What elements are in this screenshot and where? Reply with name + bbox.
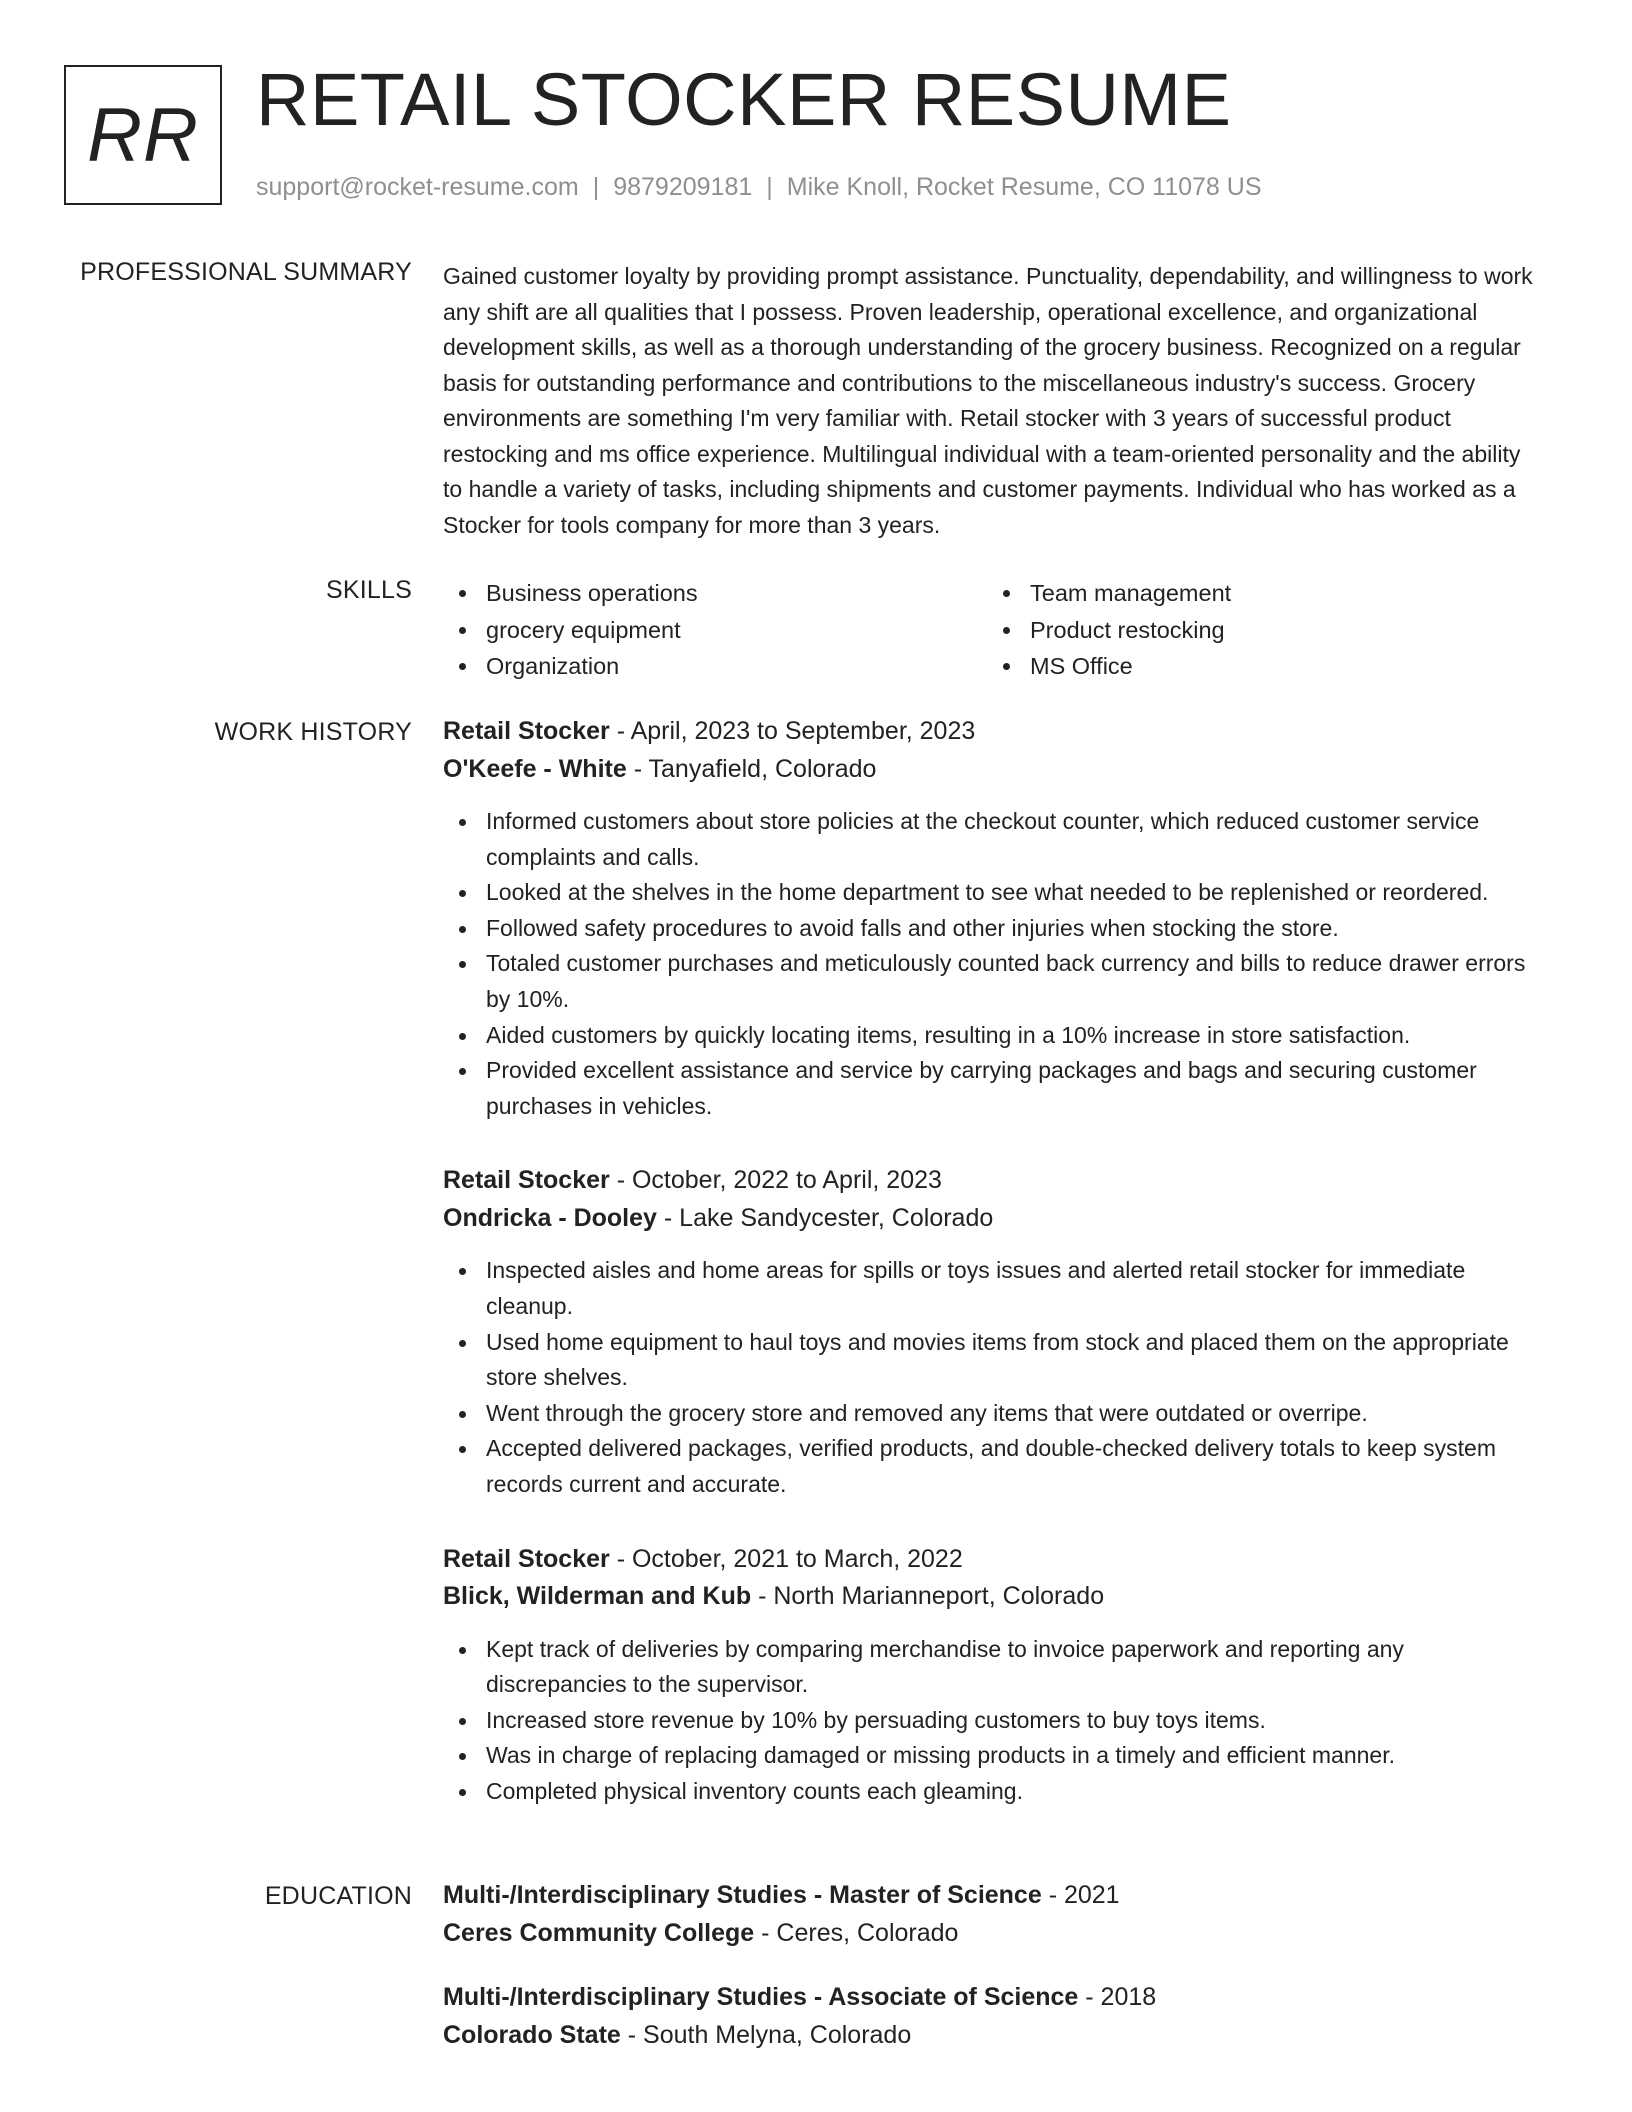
job-dates: - April, 2023 to September, 2023 xyxy=(609,717,976,745)
job-bullet: Increased store revenue by 10% by persuading customers to buy toys items. xyxy=(443,1703,1545,1739)
job-bullets xyxy=(443,1253,1545,1502)
job-bullet: Completed physical inventory counts each gleaming. xyxy=(443,1774,1545,1810)
education-degree: Multi-/Interdisciplinary Studies - Associate of Science xyxy=(443,1983,1079,2011)
job-bullet: Aided customers by quickly locating items, resulting in a 10% increase in store satisfaction. xyxy=(443,1018,1545,1054)
summary-heading: PROFESSIONAL SUMMARY xyxy=(80,258,412,286)
work-history-heading: WORK HISTORY xyxy=(214,718,412,746)
monogram-logo xyxy=(64,65,222,205)
education-entry xyxy=(443,1979,1545,2054)
education-school-line xyxy=(443,1915,1545,1953)
skill-item: grocery equipment xyxy=(443,612,987,649)
education-degree: Multi-/Interdisciplinary Studies - Master of Science xyxy=(443,1881,1042,1909)
job-company-line xyxy=(443,1578,1545,1616)
education-location: - Ceres, Colorado xyxy=(754,1918,959,1947)
skill-item: Team management xyxy=(987,575,1531,612)
job-bullet: Looked at the shelves in the home department to see what needed to be replenished or reordered. xyxy=(443,875,1545,911)
job-bullet: Kept track of deliveries by comparing merchandise to invoice paperwork and reporting any discrepancies to the supervisor. xyxy=(443,1632,1545,1703)
job-location: - North Marianneport, Colorado xyxy=(751,1582,1105,1610)
education-year: - 2021 xyxy=(1041,1881,1120,1909)
skill-item: Business operations xyxy=(443,575,987,612)
job-company: Blick, Wilderman and Kub xyxy=(443,1582,752,1610)
job-bullet: Accepted delivered packages, verified products, and double-checked delivery totals to keep system records current and accurate. xyxy=(443,1431,1545,1502)
job-bullet: Inspected aisles and home areas for spills or toys issues and alerted retail stocker for immediate cleanup. xyxy=(443,1253,1545,1324)
job-title-line xyxy=(443,1162,1545,1200)
education-heading: EDUCATION xyxy=(264,1882,412,1910)
job-bullet: Used home equipment to haul toys and movies items from stock and placed them on the appropriate store shelves. xyxy=(443,1325,1545,1396)
job-bullet: Went through the grocery store and removed any items that were outdated or overripe. xyxy=(443,1396,1545,1432)
contact-phone[interactable]: 9879209181 xyxy=(613,173,753,201)
skill-item: MS Office xyxy=(987,648,1531,685)
skill-item: Organization xyxy=(443,648,987,685)
contact-separator: | xyxy=(592,173,600,201)
resume-title: RETAIL STOCKER RESUME xyxy=(256,58,1232,141)
contact-separator: | xyxy=(766,173,773,201)
work-history-body xyxy=(443,713,1545,1847)
job-dates: - October, 2022 to April, 2023 xyxy=(609,1166,942,1195)
education-school-line xyxy=(443,2017,1545,2055)
education-school: Ceres Community College xyxy=(443,1918,755,1947)
job-location: - Tanyafield, Colorado xyxy=(626,754,877,783)
contact-address: Mike Knoll, Rocket Resume, CO 11078 US xyxy=(786,173,1262,201)
education-entry xyxy=(443,1877,1545,1952)
summary-body xyxy=(443,259,1545,543)
job-company-line xyxy=(443,1200,1545,1238)
job-entry xyxy=(443,1541,1545,1810)
monogram-initials: RR xyxy=(87,92,199,178)
summary-text: Gained customer loyalty by providing prompt assistance. Punctuality, dependability, and willingness to work any shift are all qualities that I possess. Proven leadership, operational excellence, and organizational development skills, as well as a thorough understanding of the grocery business. Recognized on a regular basis for outstanding performance and contributions to the miscellaneous industry's success. Grocery environments are something I'm very familiar with. Retail stocker with 3 years of successful product restocking and ms office experience. Multilingual individual with a team-oriented personality and the ability to handle a variety of tasks, including shipments and customer payments. Individual who has worked as a Stocker for tools company for more than 3 years. xyxy=(443,263,1533,538)
job-company-line xyxy=(443,751,1545,789)
education-degree-line xyxy=(443,1877,1545,1915)
job-title-line xyxy=(443,713,1545,751)
job-entry xyxy=(443,1162,1545,1502)
skill-item: Product restocking xyxy=(987,612,1531,649)
education-school: Colorado State xyxy=(443,2020,621,2049)
skills-body xyxy=(443,575,1545,685)
job-title: Retail Stocker xyxy=(443,717,610,745)
education-year: - 2018 xyxy=(1078,1983,1157,2011)
contact-email[interactable]: support@rocket-resume.com xyxy=(256,173,579,201)
education-location: - South Melyna, Colorado xyxy=(620,2020,912,2049)
job-entry xyxy=(443,713,1545,1124)
job-title: Retail Stocker xyxy=(443,1544,610,1573)
job-title-line xyxy=(443,1541,1545,1579)
job-bullet: Was in charge of replacing damaged or missing products in a timely and efficient manner. xyxy=(443,1738,1545,1774)
job-bullet: Informed customers about store policies at the checkout counter, which reduced customer service complaints and calls. xyxy=(443,804,1545,875)
skills-heading: SKILLS xyxy=(326,576,412,604)
job-bullets xyxy=(443,804,1545,1124)
job-bullets xyxy=(443,1632,1545,1810)
contact-line xyxy=(256,173,1262,202)
job-bullet: Totaled customer purchases and meticulously counted back currency and bills to reduce drawer errors by 10%. xyxy=(443,946,1545,1017)
job-dates: - October, 2021 to March, 2022 xyxy=(609,1544,963,1573)
job-title: Retail Stocker xyxy=(443,1166,610,1195)
education-degree-line xyxy=(443,1979,1545,2017)
job-bullet: Provided excellent assistance and service by carrying packages and bags and securing customer purchases in vehicles. xyxy=(443,1053,1545,1124)
job-location: - Lake Sandycester, Colorado xyxy=(656,1203,994,1232)
skills-list xyxy=(443,575,1545,685)
job-bullet: Followed safety procedures to avoid falls and other injuries when stocking the store. xyxy=(443,911,1545,947)
job-company: O'Keefe - White xyxy=(443,754,627,783)
education-body xyxy=(443,1877,1545,2081)
job-company: Ondricka - Dooley xyxy=(443,1203,657,1232)
